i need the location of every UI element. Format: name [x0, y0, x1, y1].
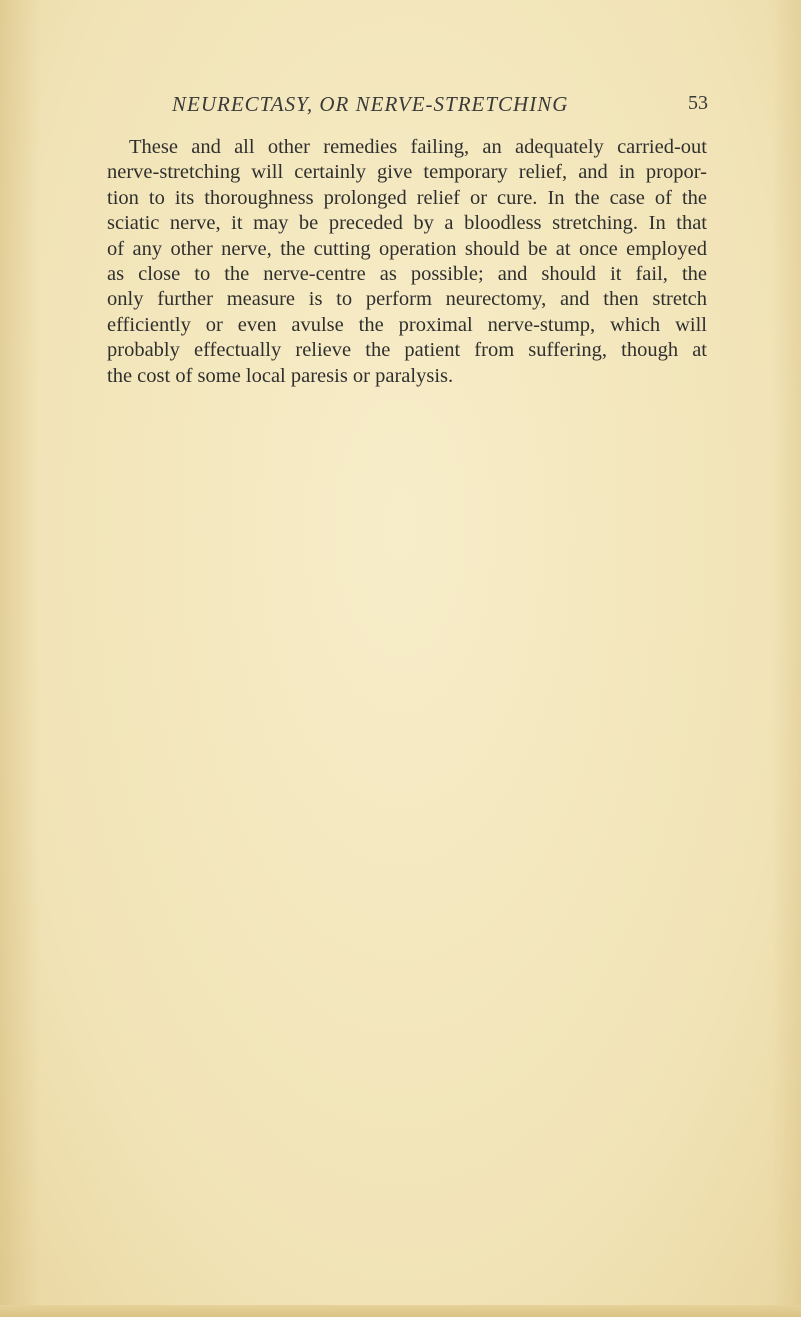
text-line: of any other nerve, the cutting operation should be at once employed [107, 237, 707, 260]
text-line: sciatic nerve, it may be preceded by a bloodless stretching. In that [107, 212, 707, 235]
text-line: nerve-stretching will certainly give temporary relief, and in propor- [107, 161, 707, 184]
text-line: only further measure is to perform neurectomy, and then stretch [107, 288, 707, 311]
text-line: These and all other remedies failing, an adequately carried-out [129, 136, 707, 158]
text-line: efficiently or even avulse the proximal nerve-stump, which will [107, 313, 707, 336]
running-head [172, 92, 708, 120]
paragraph [107, 135, 707, 389]
page-number: 53 [688, 92, 708, 114]
page-edge [0, 1305, 801, 1317]
text-line: the cost of some local paresis or paralysis. [107, 364, 454, 387]
text-line: as close to the nerve-centre as possible; and should it fail, the [107, 263, 707, 286]
running-title: NEURECTASY, OR NERVE-STRETCHING [172, 92, 569, 116]
text-line: probably effectually relieve the patient from suffering, though at [107, 339, 707, 362]
text-line: tion to its thoroughness prolonged relief or cure. In the case of the [107, 186, 707, 209]
